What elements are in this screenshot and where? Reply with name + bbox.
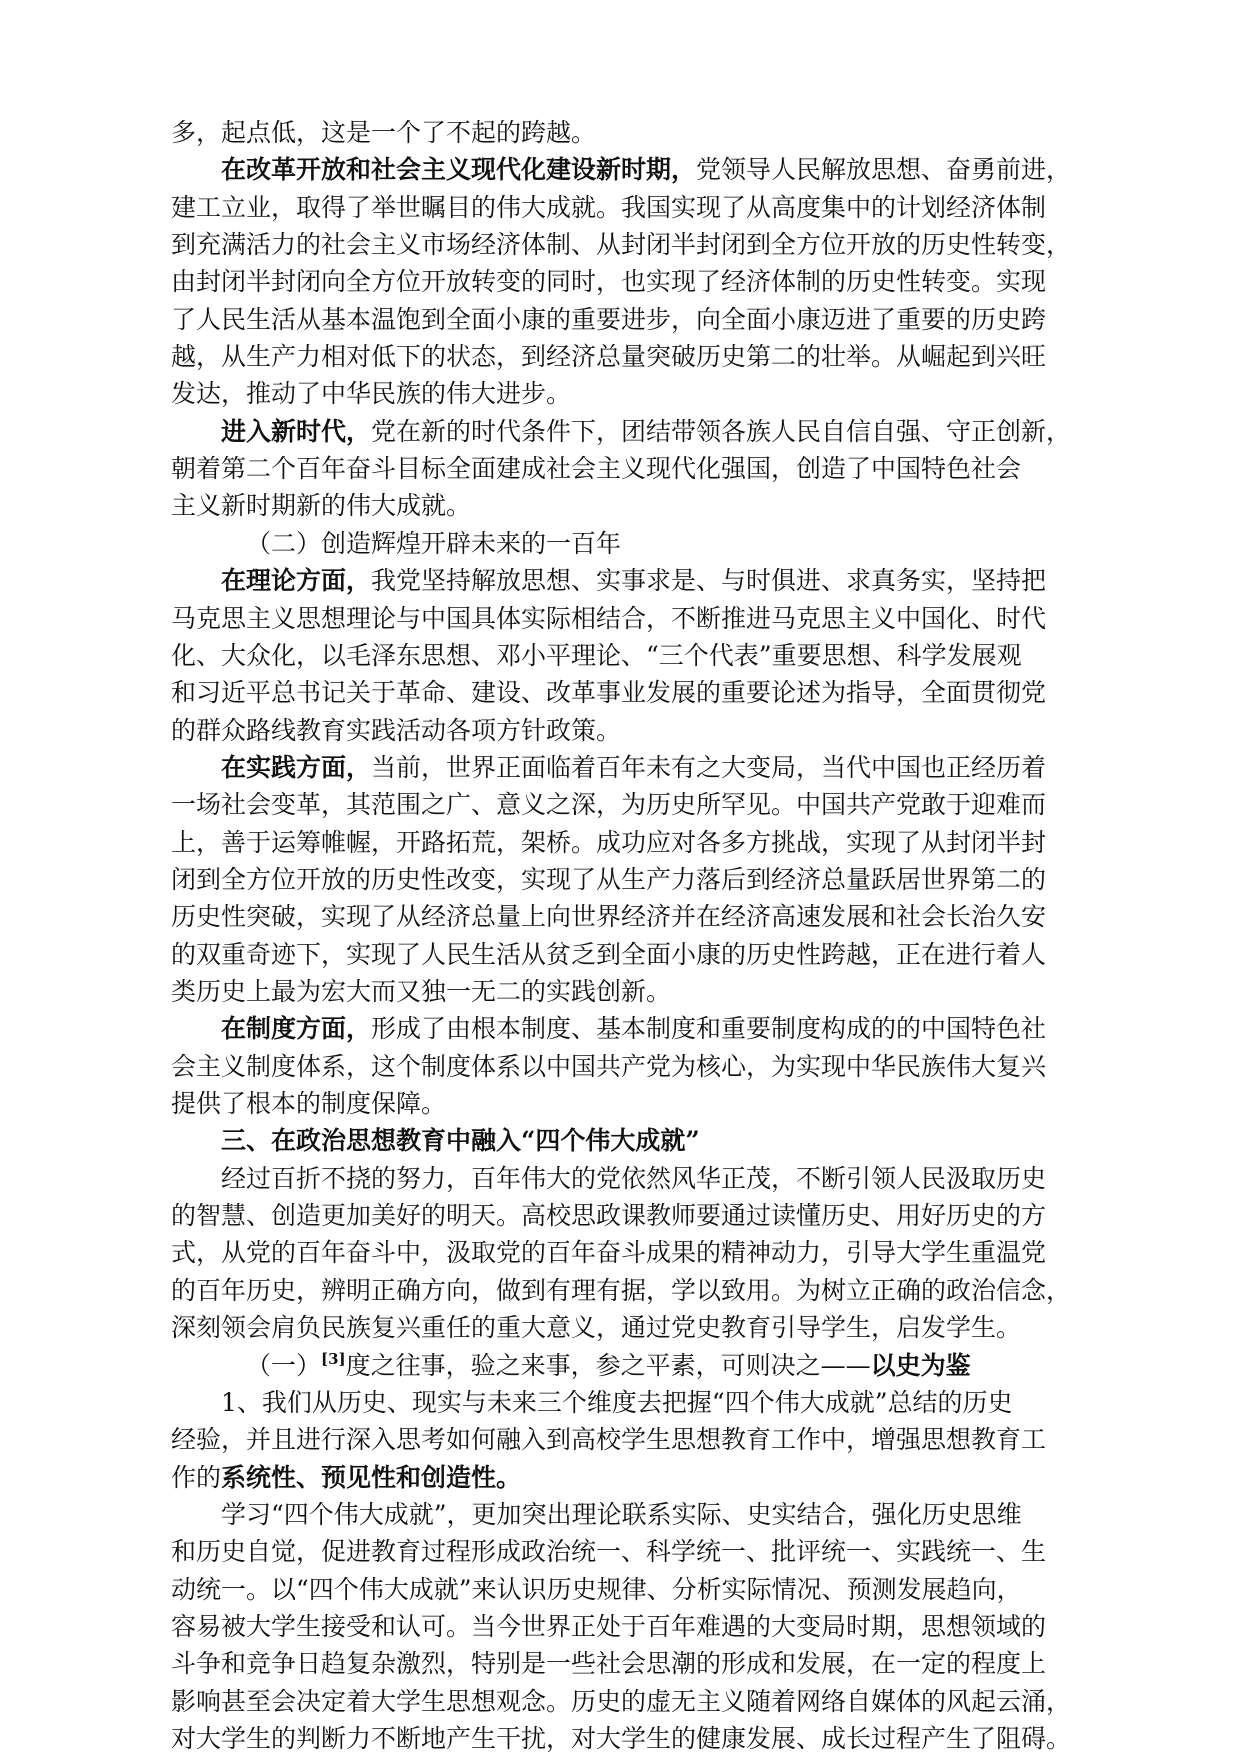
- text-line: [171, 487, 1240, 523]
- text-line: [171, 1309, 1240, 1345]
- text-span: 建工立业，取得了举世瞩目的伟大成就。我国实现了从高度集中的计划经济体制: [171, 193, 1047, 222]
- text-span: 了人民生活从基本温饱到全面小康的重要进步，向全面小康迈进了重要的历史跨: [171, 305, 1047, 334]
- text-line: [171, 936, 1240, 972]
- text-line: [171, 674, 1240, 710]
- text-span: 经过百折不挠的努力，百年伟大的党依然风华正茂，不断引领人民汲取历史: [221, 1164, 1047, 1193]
- text-span: 动统一。以“四个伟大成就”来认识历史规律、分析实际情况、预测发展趋向，: [171, 1575, 1022, 1604]
- text-line: [171, 1272, 1240, 1308]
- text-span: 类历史上最为宏大而又独一无二的实践创新。: [171, 977, 672, 1006]
- bold-text: 在理论方面，: [221, 566, 372, 595]
- text-line: [221, 413, 1240, 449]
- text-line: [221, 1122, 1240, 1158]
- bold-text: 以史为鉴: [870, 1351, 971, 1380]
- text-line: [221, 562, 1240, 598]
- text-span: 化、大众化，以毛泽东思想、邓小平理论、“三个代表”重要思想、科学发展观: [171, 641, 1022, 670]
- text-span: 度之往事，验之来事，参之平素，可则决之——: [345, 1351, 871, 1380]
- text-line: [171, 301, 1240, 337]
- text-span: 多，起点低，这是一个了不起的跨越。: [171, 118, 597, 147]
- text-span: 的群众路线教育实践活动各项方针政策。: [171, 716, 622, 745]
- text-span: 影响甚至会决定着大学生思想观念。历史的虚无主义随着网络自媒体的风起云涌，: [171, 1687, 1072, 1716]
- text-line: [171, 861, 1240, 897]
- text-span: （一）: [246, 1351, 322, 1380]
- text-span: 和历史自觉，促进教育过程形成政治统一、科学统一、批评统一、实践统一、生: [171, 1537, 1047, 1566]
- text-line: [246, 525, 1240, 561]
- text-line: [221, 749, 1240, 785]
- text-span: 作的: [171, 1463, 222, 1492]
- text-line: [171, 114, 1240, 150]
- text-span: 闭到全方位开放的历史性改变，实现了从生产力落后到经济总量跃居世界第二的: [171, 865, 1047, 894]
- text-span: 的智慧、创造更加美好的明天。高校思政课教师要通过读懂历史、用好历史的方: [171, 1201, 1047, 1230]
- text-span: 朝着第二个百年奋斗目标全面建成社会主义现代化强国，创造了中国特色社会: [171, 454, 1022, 483]
- text-span: 经验，并且进行深入思考如何融入到高校学生思想教育工作中，增强思想教育工: [171, 1425, 1047, 1454]
- text-span: 主义新时期新的伟大成就。: [171, 491, 472, 520]
- text-line: [171, 450, 1240, 486]
- text-span: 会主义制度体系，这个制度体系以中国共产党为核心，为实现中华民族伟大复兴: [171, 1052, 1047, 1081]
- bold-text: 在制度方面，: [221, 1014, 372, 1043]
- text-span: （二）创造辉煌开辟未来的一百年: [246, 529, 622, 558]
- text-line: [171, 1608, 1240, 1644]
- text-line: [171, 600, 1240, 636]
- text-span: 党在新的时代条件下，团结带领各族人民自信自强、守正创新，: [371, 417, 1072, 446]
- bold-text: 三、在政治思想教育中融入“四个伟大成就”: [221, 1126, 700, 1155]
- bold-text: 进入新时代，: [221, 417, 372, 446]
- text-span: 提供了根本的制度保障。: [171, 1089, 447, 1118]
- text-line: [171, 973, 1240, 1009]
- text-span: 到充满活力的社会主义市场经济体制、从封闭半封闭到全方位开放的历史性转变，: [171, 230, 1072, 259]
- text-span: 当前，世界正面临着百年未有之大变局，当代中国也正经历着: [371, 753, 1047, 782]
- bold-text: 在改革开放和社会主义现代化建设新时期，: [221, 155, 697, 184]
- text-line: [221, 151, 1240, 187]
- text-line: [171, 898, 1240, 934]
- text-line: [221, 1496, 1240, 1532]
- text-span: 学习“四个伟大成就”，更加突出理论联系实际、史实结合，强化历史思维: [221, 1500, 1022, 1529]
- text-line: [171, 637, 1240, 673]
- text-span: 发达，推动了中华民族的伟大进步。: [171, 379, 572, 408]
- text-line: [171, 189, 1240, 225]
- text-line: [171, 1571, 1240, 1607]
- text-line: [171, 226, 1240, 262]
- text-span: 深刻领会肩负民族复兴重任的重大意义，通过党史教育引导学生，启发学生。: [171, 1313, 1022, 1342]
- text-line: [171, 375, 1240, 411]
- bold-text: 系统性、预见性和创造性。: [221, 1463, 522, 1492]
- text-line: [171, 1085, 1240, 1121]
- text-line: [171, 1683, 1240, 1719]
- text-span: 上，善于运筹帷幄，开路拓荒，架桥。成功应对各多方挑战，实现了从封闭半封: [171, 828, 1047, 857]
- text-span: 一场社会变革，其范围之广、意义之深，为历史所罕见。中国共产党敢于迎难而: [171, 790, 1047, 819]
- text-line: [246, 1347, 1240, 1383]
- text-span: 历史性突破，实现了从经济总量上向世界经济并在经济高速发展和社会长治久安: [171, 902, 1047, 931]
- text-line: [171, 1234, 1240, 1270]
- text-line: [221, 1010, 1240, 1046]
- text-line: [171, 338, 1240, 374]
- text-span: 党领导人民解放思想、奋勇前进，: [696, 155, 1072, 184]
- text-line: [171, 1533, 1240, 1569]
- text-span: 式，从党的百年奋斗中，汲取党的百年奋斗成果的精神动力，引导大学生重温党: [171, 1238, 1047, 1267]
- text-span: 和习近平总书记关于革命、建设、改革事业发展的重要论述为指导，全面贯彻党: [171, 678, 1047, 707]
- text-line: [221, 1384, 1240, 1420]
- text-line: [171, 1048, 1240, 1084]
- text-line: [171, 1459, 1240, 1495]
- text-line: [171, 1421, 1240, 1457]
- text-line: [171, 786, 1240, 822]
- text-line: [171, 712, 1240, 748]
- text-span: 斗争和竞争日趋复杂激烈，特别是一些社会思潮的形成和发展，在一定的程度上: [171, 1649, 1047, 1678]
- text-span: 1、我们从历史、现实与未来三个维度去把握“四个伟大成就”总结的历史: [221, 1388, 1013, 1417]
- text-line: [171, 1645, 1240, 1681]
- text-span: 马克思主义思想理论与中国具体实际相结合，不断推进马克思主义中国化、时代: [171, 604, 1047, 633]
- text-line: [221, 1160, 1240, 1196]
- text-line: [171, 1720, 1240, 1756]
- text-line: [171, 1197, 1240, 1233]
- text-span: 对大学生的判断力不断地产生干扰，对大学生的健康发展、成长过程产生了阻碍。: [171, 1724, 1072, 1753]
- text-line: [171, 824, 1240, 860]
- text-span: 形成了由根本制度、基本制度和重要制度构成的的中国特色社: [371, 1014, 1047, 1043]
- text-line: [171, 263, 1240, 299]
- text-span: 的百年历史，辨明正确方向，做到有理有据，学以致用。为树立正确的政治信念，: [171, 1276, 1072, 1305]
- text-span: 由封闭半封闭向全方位开放转变的同时，也实现了经济体制的历史性转变。实现: [171, 267, 1047, 296]
- text-span: 容易被大学生接受和认可。当今世界正处于百年难遇的大变局时期，思想领域的: [171, 1612, 1047, 1641]
- footnote-ref: [3]: [321, 1350, 346, 1368]
- text-span: 越，从生产力相对低下的状态，到经济总量突破历史第二的壮举。从崛起到兴旺: [171, 342, 1047, 371]
- text-span: 的双重奇迹下，实现了人民生活从贫乏到全面小康的历史性跨越，正在进行着人: [171, 940, 1047, 969]
- bold-text: 在实践方面，: [221, 753, 372, 782]
- text-span: 我党坚持解放思想、实事求是、与时俱进、求真务实，坚持把: [371, 566, 1047, 595]
